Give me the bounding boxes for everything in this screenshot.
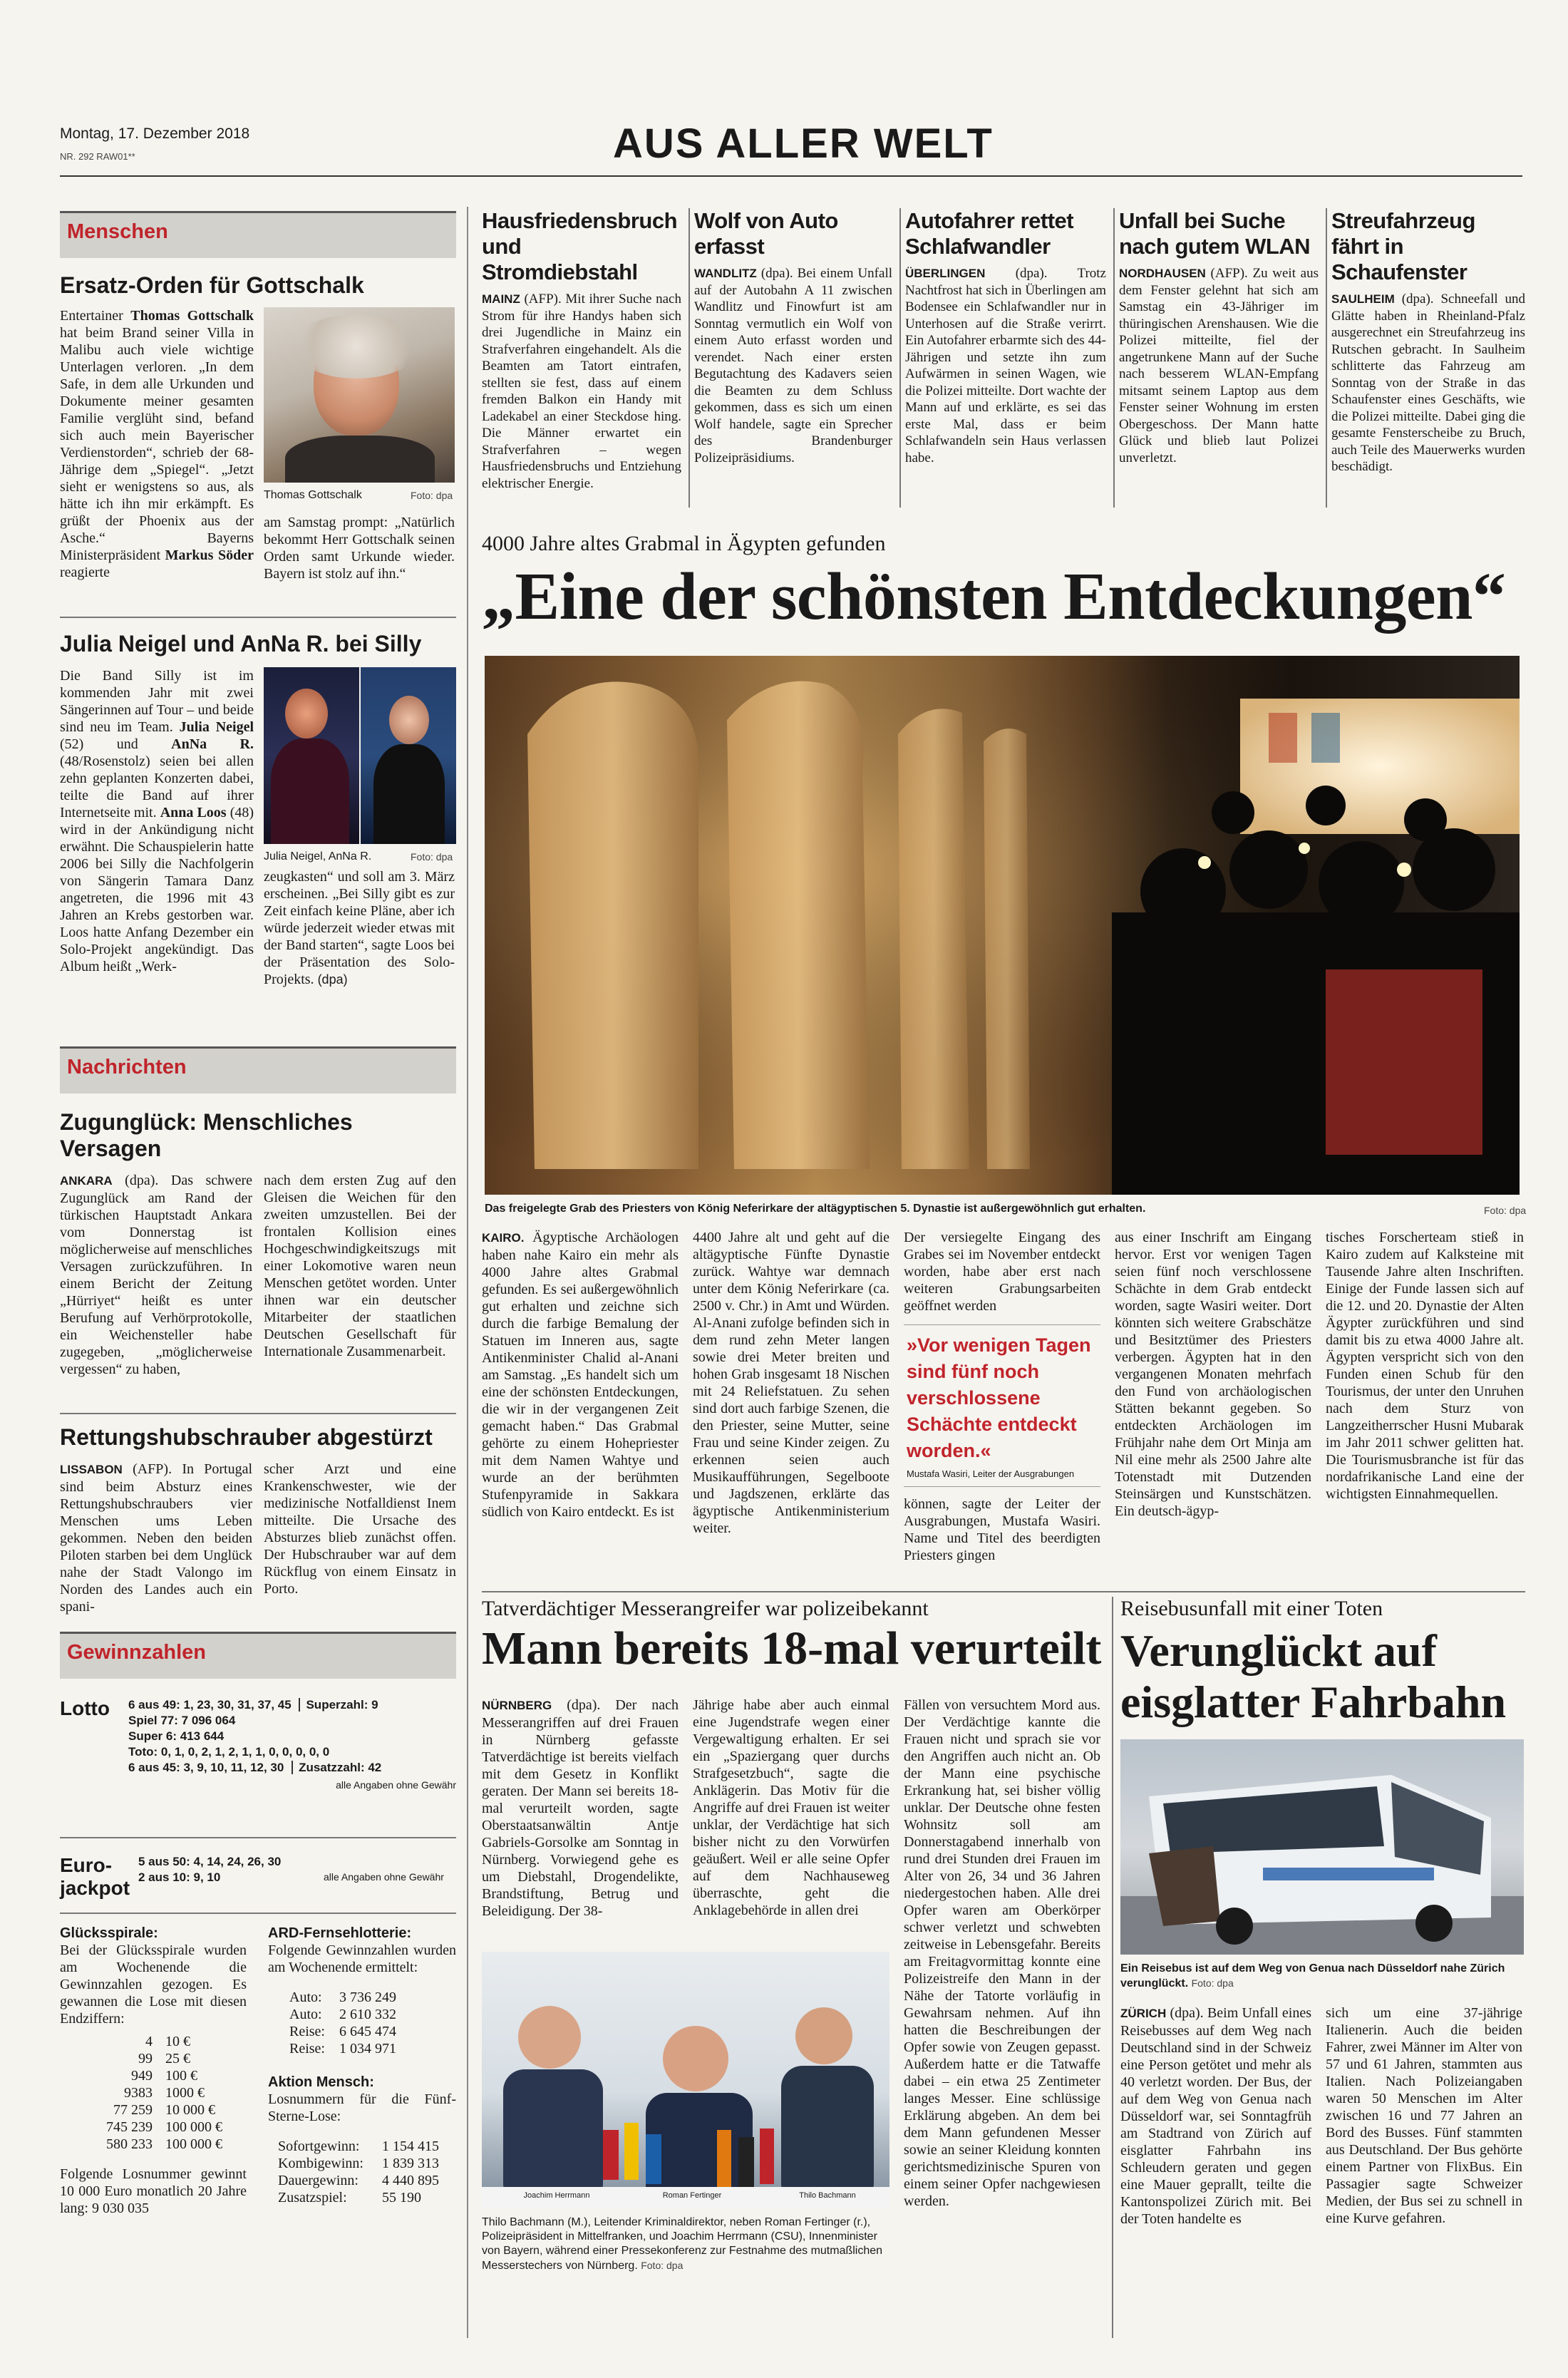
zug-text-col1: ANKARA (dpa). Das schwere Zugunglück am Rand der türkischen Hauptstadt Ankara vom Donnerstag ist möglicherweise auf menschliches Versagen zurückzuführen. In einem Bericht der Zeitung „Hürriyet“ heißt es unter Berufung auf Verhörprotokolle, ein Weichensteller habe zugegeben, „möglicherweise vergessen“ zu haben, (60, 1173, 252, 1377)
divider (482, 1591, 1525, 1592)
divider (899, 208, 901, 508)
eurojackpot-note: alle Angaben ohne Gewähr (324, 1871, 444, 1883)
aktion-mensch-table: Sofortgewinn: 1 154 415 Kombigewinn: 1 839 313 Dauergewinn: 4 440 895 Zusatzspiel: 55 190 (278, 2138, 439, 2205)
tomb-credit: Foto: dpa (1484, 1205, 1527, 1216)
bus-col2: sich um eine 37-jährige Italienerin. Auch die beiden Fahrer, zwei Männer im Alter von 57 und 61 Jahren, stammten aus Italien. Nach Polizeiangaben waren 50 Menschen im Alter zwischen 16 und 77 Jahren an Bord des Busses. Fünf stammten aus Deutschland. Der Bus gehörte einem Partner von FlixBus. Ein Passagier sagte Schweizer Medien, der Bus sei zu schnell in eine Kurve gefahren. (1326, 2005, 1522, 2226)
eurojackpot-label: Euro- jackpot (60, 1854, 130, 1899)
ard-fernsehlotterie: ARD-Fernsehlotterie: Folgende Gewinnzahlen wurden am Wochenende ermittelt: Auto: 3 736 249 Auto: 2 610 332 Reise: 6 645 474 Reise: 1 034 971 Aktion Mensch: Losnummern für die Fünf-Sterne-Lose: Sofortgewinn: 1 154 415 Kombigewinn: 1 839 313 Dauergewinn: 4 440 895 Zusatzspiel: 55 190 (268, 1925, 456, 2205)
bus-headline: Verunglückt auf eisglatter Fahrbahn (1120, 1625, 1507, 1727)
eurojackpot-numbers: 5 aus 50: 4, 14, 24, 26, 30 2 aus 10: 9, 10 (138, 1855, 282, 1884)
silly-text-col1: Die Band Silly ist im kommenden Jahr mit zwei Sängerinnen auf Tour – und beide sind neu im Team. Julia Neigel (52) und AnNa R. (48/Rosenstolz) seien bei allen zehn geplanten Konzerten dabei, teilte die Band auf ihrer Internetseite mit. Anna Loos (48) wird in der Ankündigung nicht erwähnt. Die Schauspielerin hatte 2006 bei Silly die Nachfolgerin von Sängerin Tamara Danz angetreten, die 1996 mit 43 Jahren an Krebs gestorben war. Loos hatte Anfang Dezember ein Solo-Projekt angekündigt. Das Album heißt „Werk- (60, 668, 254, 974)
brief-wandlitz: Wolf von Auto erfasst WANDLITZ (dpa). Bei einem Unfall auf der Autobahn A 11 zwischen Wandlitz und Finowfurt ist am Sonntag vermutlich ein Wolf von einem Auto erfasst worden und verendet. Nach einer ersten Begutachtung des Kadavers seien die Beamten zu dem Schluss gekommen, dass es sich um einen Wolf handele, sagte ein Sprecher des Brandenburger Polizeipräsidiums. (694, 208, 893, 465)
main-body (482, 1229, 1525, 1575)
heli-text-col1: LISSABON (AFP). In Portugal sind beim Absturz eines Rettungshubschraubers vier Menschen ums Leben gekommen. Neben den beiden Piloten starben bei dem Unglück nahe der Stadt Valongo im Norden des Landes auch ein spani- (60, 1461, 252, 1615)
gottschalk-credit: Foto: dpa (411, 490, 453, 501)
bus-credit: Foto: dpa (1191, 1977, 1234, 1989)
gottschalk-headline: Ersatz-Orden für Gottschalk (60, 272, 364, 298)
bus-kicker: Reisebusunfall mit einer Toten (1120, 1597, 1383, 1620)
main-col1: KAIRO. Ägyptische Archäologen haben nahe Kairo ein mehr als 4000 Jahre altes Grabmal gefunden. Es sei außergewöhnlich gut erhalten und zeichne sich durch die farbige Bemalung der Statuen im Inneren aus, sagte Antikenminister Chalid al-Anani am Samstag. „Es handelt sich um eine der schönsten Entdeckungen, die wir in der vergangenen Zeit gemacht haben.“ Das Grabmal gehörte zu einem Hohepriester mit dem Namen Wahtye und wurde an der berühmten Stufenpyramide in Sakkara südlich von Kairo entdeckt. Es ist (482, 1230, 679, 1520)
gottschalk-photo (264, 307, 455, 483)
messer-col1: NÜRNBERG (dpa). Der nach Messerangriffen auf drei Frauen in Nürnberg gefasste Tatverdächtige ist bereits vielfach mit dem Gesetz in Konflikt geraten. Der Mann sei bereits 18-mal verurteilt worden, sagte Oberstaatsanwältin Antje Gabriels-Gorsolke am Sonntag in Nürnberg. Vorwiegend gehe es um Diebstahl, Drogendelikte, Brandstiftung, Betrug und Beleidigung. Der 38- (482, 1697, 679, 1919)
bus-photo-art (1120, 1739, 1524, 1955)
top-briefs (482, 208, 1525, 508)
gottschalk-text-col2: am Samstag prompt: „Natürlich bekommt Herr Gottschalk seinen Orden samt Urkunde wieder. Bayern ist stolz auf ihn.“ (264, 515, 455, 582)
heli-article (60, 1461, 456, 1619)
messer-kicker: Tatverdächtiger Messerangreifer war polizeibekannt (482, 1597, 929, 1620)
gluecksspirale-table: 4 10 € 99 25 € 949 100 € 9383 1000 € 77 259 10 000 € 745 239 100 000 € 580 233 100 000 € (106, 2034, 222, 2152)
lotto-numbers: 6 aus 49: 1, 23, 30, 31, 37, 45 Superzahl: 9 Spiel 77: 7 096 064 Super 6: 413 644 Toto: 0, 1, 0, 2, 1, 2, 1, 1, 0, 0, 0, 0, 0 6 aus 45: 3, 9, 10, 11, 12, 30 Zusatzzahl: 42 alle Angaben ohne Gewähr (128, 1698, 456, 1791)
silly-text-col2: zeugkasten“ und soll am 3. März erscheinen. „Bei Silly gibt es zur Zeit einfach keine Pläne, aber ich würde jederzeit wieder etwas mit der Band starten“, sagte Loos bei der Präsentation des Solo-Projekts. (dpa) (264, 869, 455, 987)
main-quote-source: Mustafa Wasiri, Leiter der Ausgrabungen (907, 1468, 1075, 1479)
messer-caption: Thilo Bachmann (M.), Leitender Kriminaldirektor, neben Roman Fertinger (r.), Polizeipräsident in Mittelfranken, und Joachim Herrmann (CSU), Innenminister von Bayern, während einer Pressekonferenz zur Festnahme des mutmaßlichen Messerstechers von Nürnberg. Foto: dpa (482, 2216, 883, 2272)
gottschalk-caption: Thomas Gottschalk (264, 489, 362, 501)
header-rule (60, 175, 1522, 177)
main-col3: Der versiegelte Eingang des Grabes sei im November entdeckt worden, habe aber erst nach weiteren Grabungsarbeiten geöffnet werden »Vor wenigen Tagen sind fünf noch verschlossene Schächte entdeckt worden.« Mustafa Wasiri, Leiter der Ausgrabungen können, sagte der Leiter der Ausgrabungen, Mustafa Wasiri. Name und Titel des beerdigten Priesters gingen (904, 1230, 1100, 1563)
anna-photo (361, 667, 456, 844)
lotteries (60, 1925, 456, 2250)
brief-ueberlingen: Autofahrer rettet Schlafwandler ÜBERLINGEN (dpa). Trotz Nachtfrost hat sich in Überlingen am Bodensee ein Schlafwandler nur in Unterhosen auf die Straße verirrt. Ein Autofahrer erbarmte sich des 44-Jährigen und setzte ihn zum Aufwärmen in seinen Wagen, wie die Polizei mitteilte. Dort wachte der Mann auf und erklärte, es sei das erste Mal, dass er beim Schlafwandeln sein Haus verlassen habe. (905, 208, 1106, 465)
main-pull-quote: »Vor wenigen Tagen sind fünf noch verschlossene Schächte entdeckt worden.« (907, 1334, 1091, 1461)
divider (60, 1837, 456, 1838)
silly-headline: Julia Neigel und AnNa R. bei Silly (60, 631, 422, 657)
divider (60, 1913, 456, 1914)
silly-article (60, 667, 456, 1041)
brief-nordhausen: Unfall bei Suche nach gutem WLAN NORDHAUSEN (AFP). Zu weit aus dem Fenster gelehnt hat sich am Samstag ein 43-Jähriger im thüringischen Arenshausen. Wie die Polizei mitteilte, fiel der angetrunkene Mann auf der Suche nach besserem WLAN-Empfang mitsamt seinem Laptop aus dem Fenster seiner Wohnung im ersten Obergeschoss. Der Mann hatte Glück und blieb laut Polizei unverletzt. (1119, 208, 1319, 465)
tomb-caption: Das freigelegte Grab des Priesters von König Neferirkare der altägyptischen 5. Dynastie ist außergewöhnlich gut erhalten. (485, 1203, 1146, 1215)
messer-credit: Foto: dpa (641, 2260, 684, 2271)
lotto-block (60, 1697, 456, 1899)
issue-date: Montag, 17. Dezember 2018 (60, 125, 250, 142)
menschen-section-header: Menschen (60, 211, 456, 258)
pressekonferenz-art (482, 1952, 889, 2208)
heli-text-col2: scher Arzt und eine Krankenschwester, wie der medizinische Notfalldienst Inem mitteilte. Die Ursache des Absturzes blieb zunächst offen. Der Hubschrauber war auf dem Rückflug von einem Einsatz in Porto. (264, 1461, 456, 1597)
brief-mainz: Hausfriedensbruch und Stromdiebstahl MAINZ (AFP). Mit ihrer Suche nach Strom für ihre Handys haben sich drei Jugendliche in Mainz ein Strafverfahren eingehandelt. Als die Beamten am Tatort eintrafen, stellten sie fest, dass auf einem fremden Balkon ein Handy mit Ladekabel an einer Steckdose hing. Die Männer erwartet ein Strafverfahren – wegen Hausfriedensbruchs und Entziehung elektrischer Energie. (482, 208, 681, 491)
gottschalk-article (60, 307, 456, 611)
nachrichten-section-header: Nachrichten (60, 1046, 456, 1093)
divider (688, 208, 690, 508)
name-plate-fertinger: Roman Fertinger (662, 2191, 722, 2200)
tomb-photo (485, 656, 1520, 1195)
bus-photo (1120, 1739, 1524, 1955)
gewinnzahlen-section-header: Gewinnzahlen (60, 1632, 456, 1679)
divider (1113, 208, 1115, 508)
issue-number: NR. 292 RAW01** (60, 151, 135, 162)
gluecksspirale: Glücksspirale: Bei der Glücksspirale wurden am Wochenende die Gewinnzahlen gezogen. Es gewannen die Lose mit diesen Endziffern: 4 10 € 99 25 € 949 100 € 9383 1000 € 77 259 10 000 € 745 239 100 000 € 580 233 100 000 € Folgende Losnummer gewinnt 10 000 Euro monatlich 20 Jahre lang: 9 030 035 (60, 1925, 247, 2216)
main-col5: tisches Forscherteam stieß in Kairo zudem auf Kalksteine mit Tausende Jahre alten Inschriften. Einige der Funde lassen sich auf die 12. und 20. Dynastie der Alten Ägypter zurückführen und sind damit bis zu etwa 4000 Jahre alt. Ägypten verspricht sich von den Funden einen Schub für den Tourismus, der unter den Unruhen nach dem Sturz von Langzeitherrscher Husni Mubarak im Jahr 2011 schwer gelitten hat. Die Tourismusbranche ist für das nordafrikanische Land eine der wichtigsten Einnahmequellen. (1326, 1230, 1524, 1502)
divider (60, 1413, 456, 1414)
tomb-photo-art (485, 656, 1520, 1195)
divider (1326, 208, 1327, 508)
messer-col3: Fällen von versuchtem Mord aus. Der Verdächtige kannte die Frauen nicht und sprach sie vor den Angriffen auch nicht an. Ob der Mann eine psychische Erkrankung hat, sei bisher völlig unklar. Der Deutsche ohne festen Wohnsitz soll am Donnerstagabend innerhalb von rund drei Stunden drei Frauen im Alter von 26, 34 und 36 Jahren niedergestochen haben. Alle drei Opfer waren am Oberkörper schwer verletzt und schwebten zeitweise in Lebensgefahr. Bereits am Freitagvormittag konnte eine Polizeistreife den Mann in der Nähe der Tatorte vorläufig in Gewahrsam nehmen. Auf ihn hatten die Beschreibungen der Opfer sowie von Zeugen gepasst. Außerdem hatte er die Tatwaffe dabei – ein etwa 25 Zentimeter langes Messer. Eine schlüssige Erklärung abgeben. An dem bei dem Mann gefundenen Messer sowie an seiner Kleidung konnten gerichtsmedizinische Spuren von einem seiner Opfer nachgewiesen werden. (904, 1697, 1100, 2209)
divider (60, 617, 456, 618)
section-title: AUS ALLER WELT (613, 120, 994, 167)
silly-credit: Foto: dpa (411, 851, 453, 863)
name-plate-herrmann: Joachim Herrmann (523, 2191, 590, 2200)
zug-text-col2: nach dem ersten Zug auf den Gleisen die Weichen für den zweiten umzustellen. Bei der frontalen Kollision eines Hochgeschwindigkeitszugs mit einer Lokomotive waren neun Menschen getötet worden. Unter ihnen war ein deutscher Mitarbeiter der staatlichen Deutschen Gesellschaft für Internationale Zusammenarbeit. (264, 1173, 456, 1359)
bus-caption: Ein Reisebus ist auf dem Weg von Genua nach Düsseldorf nahe Zürich verunglückt. Foto: dpa (1120, 1962, 1505, 1990)
brief-saulheim: Streufahrzeug fährt in Schaufenster SAULHEIM (dpa). Schneefall und Glätte haben in Rheinland-Pfalz ausgerechnet ein Streufahrzeug ins Rutschen gebracht. In Saulheim schlitterte das Fahrzeug am Sonntag von der Straße in das Schaufenster eines Geschäfts, wie die Polizei mitteilte. Dabei ging die gesamte Fensterscheibe zu Bruch, auch Teile des Mauerwerks wurden beschädigt. (1331, 208, 1526, 474)
pressekonferenz-photo (482, 1952, 889, 2208)
left-column (60, 211, 456, 2250)
main-headline: „Eine der schönsten Entdeckungen“ (482, 560, 1506, 634)
main-quote-box (904, 1324, 1100, 1487)
ard-table: Auto: 3 736 249 Auto: 2 610 332 Reise: 6 645 474 Reise: 1 034 971 (289, 1990, 396, 2057)
messer-col2: Jährige habe aber auch einmal eine Jugendstrafe wegen einer Vergewaltigung erhalten. Er sei ein „Spaziergang quer durchs Strafgesetzbuch“, sagte die Anklägerin. Das Motiv für die Angriffe auf drei Frauen ist weiter unklar, der Verdächtige hat sich bisher nicht zu den Vorwürfen geäußert. Weil er alle seine Opfer auf dem Nachhauseweg überraschte, geht die Anklagebehörde in allen drei (693, 1697, 889, 1918)
messer-headline: Mann bereits 18-mal verurteilt (482, 1622, 1102, 1674)
name-plate-bachmann: Thilo Bachmann (799, 2191, 856, 2200)
main-kicker: 4000 Jahre altes Grabmal in Ägypten gefunden (482, 532, 886, 555)
gottschalk-text-col1: Entertainer Thomas Gottschalk hat beim Brand seiner Villa in Malibu auch viele wichtige Unterlagen verloren. „In dem Safe, in dem alle Urkunden und Dokumente meiner gesamten Familie verglüht sind, befand sich auch mein Bayerischer Verdienstorden“, schrieb der 68-Jährige dem „Spiegel“. „Jetzt sieht er wenigstens so aus, als hätte ich ihn mir erkämpft. Es grüßt der Phoenix aus der Asche.“ Bayerns Ministerpräsident Markus Söder reagierte (60, 308, 254, 580)
neigel-photo (264, 667, 359, 844)
zug-headline: Zugunglück: Menschliches Versagen (60, 1109, 353, 1161)
bus-col1: ZÜRICH (dpa). Beim Unfall eines Reisebusses auf dem Weg nach Deutschland sind in der Schweiz eine Person getötet und mehr als 40 verletzt worden. Der Bus, der auf dem Weg von Genua nach Düsseldorf war, sei Sonntagfrüh am Stadtrand von Zürich auf eisglatter Fahrbahn ins Schleudern geraten und gegen eine Mauer geprallt, teilte die Kantonspolizei Zürich mit. Bei der Toten handelte es (1120, 2005, 1311, 2227)
silly-caption: Julia Neigel, AnNa R. (264, 850, 372, 863)
main-col2: 4400 Jahre alt und geht auf die altägyptische Fünfte Dynastie zurück. Wahtye war demnach unter dem König Neferirkare (ca. 2500 v. Chr.) in Amt und Würden. Al-Anani zufolge befinden sich in dem rund zehn Meter langen sowie drei Meter breiten und hohen Grab insgesamt 18 Nischen mit 24 Reliefstatuen. Zu sehen sind dort auch farbige Szenen, die den Priester, seine Mutter, seine Frau und seine Kinder zeigen. Zu erkennen seien auch Musikaufführungen, Segelboote und Jagdszenen, erklärte das ägyptische Antikenministerium weiter. (693, 1230, 889, 1536)
divider (1112, 1597, 1113, 2338)
left-column-divider (467, 207, 468, 2338)
main-col4: aus einer Inschrift am Eingang hervor. Erst vor wenigen Tagen seien fünf noch verschlossene Schächte in dem Grab entdeckt worden, sagte Wasiri weiter. Dort könnten sich weitere Grabschätze und Besitztümer des Priesters verbergen. Ägypten hat in den vergangenen Monaten mehrfach den Fund von archäologischen Stätten bekannt gegeben. So entdeckten Archäologen im Frühjahr nahe dem Ort Minja am Nil eine mehr als 2500 Jahre alte Totenstadt mit Dutzenden Steinsärgen und Kunstschätzen. Ein deutsch-ägyp- (1115, 1230, 1311, 1519)
heli-headline: Rettungshubschrauber abgestürzt (60, 1424, 433, 1450)
lotto-label: Lotto (60, 1697, 110, 1719)
zug-article (60, 1172, 456, 1413)
